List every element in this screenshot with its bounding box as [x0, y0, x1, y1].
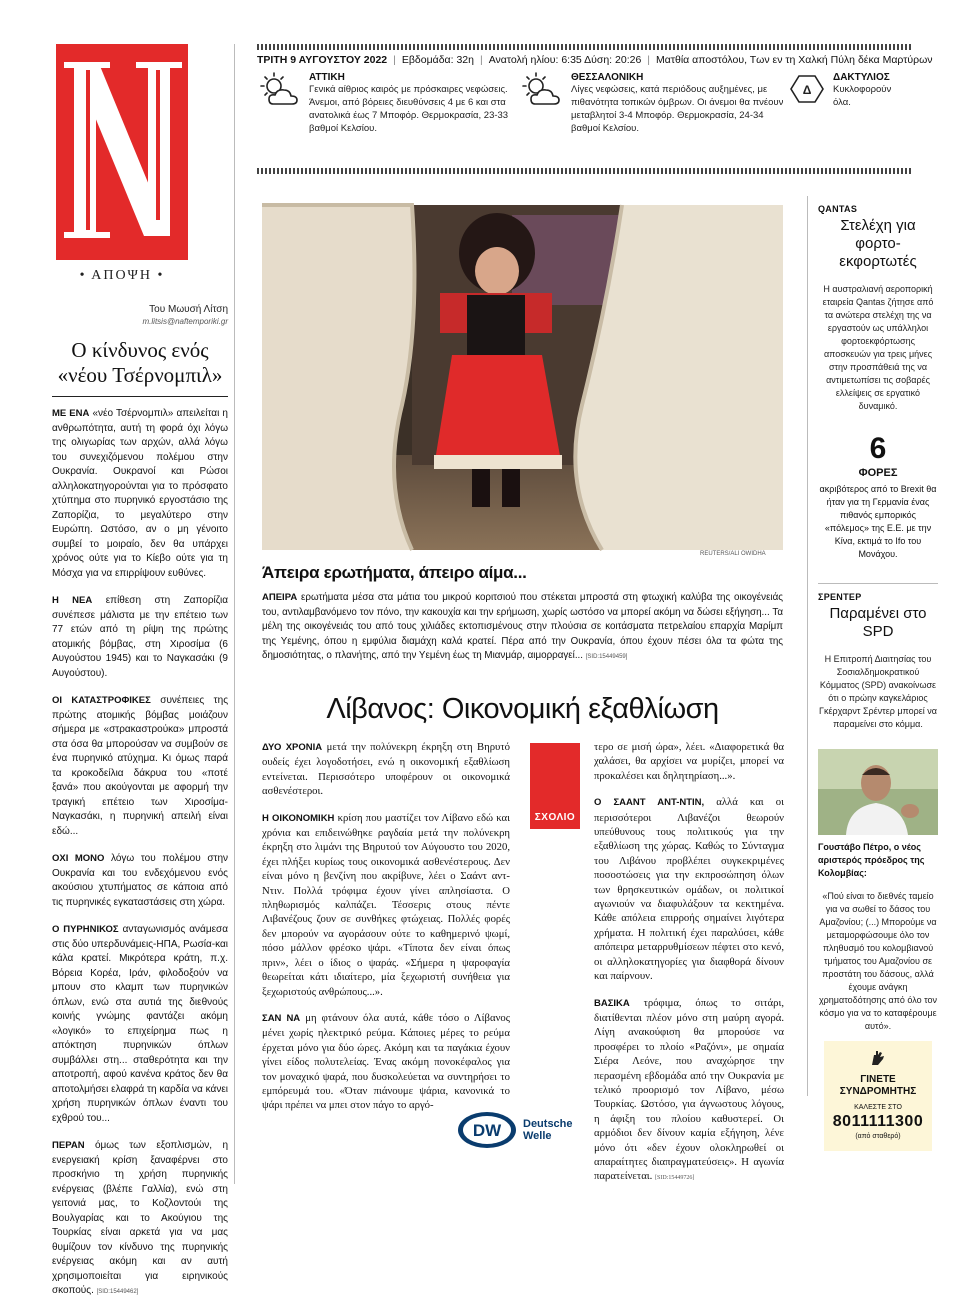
column-divider — [807, 196, 808, 1096]
paragraph: ΒΑΣΙΚΑ τρόφιμα, όπως το σιτάρι, διατίθενται πλέον μόνο στη μαύρη αγορά. Λίγη ανακούφιση θα μπορούσε να προσφέρει το πλοίο «Ραζόνι», με σημαία Σιέρα Λεόνε, που αναχώρησε την περασμένη εβδομάδα από την Ουκρανία με τελικό προορισμό τον Λίβανο, μέσω Τουρκίας. Ωστόσο, για άγνωστους λόγους, η άφιξη του πλοίου καθυστερεί. Οι αρμόδιοι δεν δίνουν καμία εξήγηση, λένε μόνο ότι «δεν έχουν ολοκληρωθεί οι απαραίτητες διαπραγματεύσεις». Η αγωνία παρατείνεται. [SID:15449726] — [594, 996, 784, 1183]
qantas-kicker: QANTAS — [818, 204, 858, 214]
stat-body: ακριβότερος από το Brexit θα ήταν για τη Γερμανία ένας πιθανός εμπορικός «πόλεμος» της Ε.Ε. με την Κίνα, εκτιμά το Ifo του Μονάχου. — [819, 484, 937, 559]
stat-number: 6 — [869, 432, 887, 465]
sid-tag: [SID:15449459] — [585, 654, 628, 660]
schroeder-body: Η Επιτροπή Διαιτησίας του Σοσιαλδημοκρατικού Κόμματος (SPD) ανακοίνωσε ότι ο πρώην καγκελάριος Γκέρχαρντ Σρέντερ μπορεί να παραμείνει στο κόμμα. — [819, 654, 937, 729]
subscribe-note: (από σταθερό) — [855, 1133, 901, 1140]
dw-logo-icon — [457, 1111, 517, 1149]
paragraph: ΟΙ ΚΑΤΑΣΤΡΟΦΙΚΕΣ συνέπειες της πρώτης ατομικής βόμβας μοιάζουν σήμερα με «στρακαστρούκα» μπροστά στα όσα θα μπορούσαν να συμβούν σε ένα πυρηνικό ατύχημα. Κι όμως παρά τα κροκοδείλια δάκρυα του «ποτέ ξανά» που ακούγονται με αφορμή την τραγική επέτειο των Χιροσίμα-Ναγκασάκι, η πυρηνική απειλή είναι εδώ... — [52, 695, 229, 837]
weather-text: Γενικά αίθριος καιρός με πρόσκαιρες νεφώσεις. Άνεμοι, από βόρειες διευθύνσεις 4 με 6 και στα ανατολικά έως 7 Μποφόρ. Θερμοκρασία, 23-33 βαθμοί Κελσίου. — [309, 84, 509, 134]
author-name: Του Μωυσή Λίτση — [149, 304, 228, 315]
schroeder-title: Παραμένει στο SPD — [829, 605, 927, 640]
svg-text:DW: DW — [472, 1121, 502, 1140]
column-divider — [234, 44, 235, 1184]
article-title: Λίβανος: Οικονομική εξαθλίωση — [326, 693, 719, 725]
photo-caption: ΑΠΕΙΡΑ ερωτήματα μέσα στα μάτια του μικρού κοριτσιού που στέκεται μπροστά στη φτωχική καλύβα της οικογένειάς του, αντιλαμβανόμενο τον πόνο, την κακουχία και την ερήμωση, χωρίς ωστόσο να μπορεί ακόμη να δώσει εξήγηση... Τα μέλη της οικογένειάς του από τους χιλιάδες εκτοπισμένους στην πλούσια σε κοιτάσματα πετρελαίου επαρχία Μαρίμπ της Υεμένης, όπου η εμφύλια διαμάχη καλά κρατεί. Πέρα από την Ουκρανία, όπου έχουν πέσει όλα τα φώτα της δημοσιότητας, ο πλανήτης, από την Υεμένη έως τη Μιανμάρ, αιμορραγεί... [SID:15449459] — [262, 592, 783, 661]
paragraph: Η ΟΙΚΟΝΟΜΙΚΗ κρίση που μαστίζει τον Λίβανο εδώ και χρόνια και επιδεινώθηκε ραγδαία μετά την πολύνεκρη έκρηξη στο λιμάνι της Βηρυτού τον Αύγουστο του 2020, έχει πλήξει κυρίως τους οικονομικά ασθενέστερους. Δεν είναι μόνο η βενζίνη που ακρίβυνε, λέει ο Σαάντ αντ-Ντιν. Πολλά τρόφιμα έχουν γίνει απλησίαστα. Ο πληθωρισμός καλπάζει. Τέσσερις στους πέντε Λιβανέζους ζουν σε συνθήκες φτώχειας. Πολλές φορές δεν μπορούν να αγοράσουν ούτε το καθημερινό ψωμί, πόσο μάλλον φρέσκο ψάρι. «Τίποτα δεν είναι όπως πριν», λέει ο ίδιος ο ψαράς. «Σήμερα η ψαροφαγία θεωρείται κάτι ιδιαίτερο, μία ξεχωριστή συνήθεια για ξεχωριστούς ανθρώπους...». — [262, 811, 510, 998]
dw-line1: Deutsche — [523, 1118, 573, 1130]
opinion-title: Ο κίνδυνος ενός «νέου Τσέρνομπιλ» — [57, 338, 223, 387]
hand-icon — [868, 1049, 888, 1067]
weather-region: ΔΑΚΤΥΛΙΟΣ — [833, 72, 890, 83]
partly-cloudy-icon — [519, 72, 563, 112]
name-days: Ματθία αποστόλου, Των εν τη Χαλκή Πύλη δέκα Μαρτύρων — [656, 54, 933, 66]
subscribe-title: ΓΙΝΕΤΕ ΣΥΝΔΡΟΜΗΤΗΣ — [839, 1074, 917, 1097]
child-in-tent-photo — [262, 205, 783, 550]
paragraph: ΠΕΡΑΝ όμως των εξοπλισμών, η ενεργειακή κρίση ξαναφέρνει στο προσκήνιο τη χρήση πυρηνικής ενέργειας (βλέπε Γαλλία), ενώ στη γειτονιά μας, το Κοζλοντούι της Βουλγαρίας και το Ακούγιου της Τουρκίας είναι αρκετά για να μας θυμίζουν τον κίνδυνο της πυρηνικής ενέργειας ακόμη και αν αυτή χρησιμοποιείται για ειρηνικούς σκοπούς. [SID:15449462] — [52, 1140, 228, 1296]
weather-thessaloniki — [519, 72, 789, 135]
partly-cloudy-icon — [257, 72, 301, 112]
weather-attica — [257, 72, 519, 135]
weather-panel — [257, 72, 912, 135]
main-photo — [262, 205, 783, 550]
dateline: ΤΡΙΤΗ 9 ΑΥΓΟΥΣΤΟΥ 2022 | Εβδομάδα: 32η | Ανατολή ηλίου: 6:35 Δύση: 20:26 | Ματθία αποστόλου, Των εν τη Χαλκή Πύλη δέκα Μαρτύρων — [257, 54, 933, 66]
article-column-1 — [262, 740, 510, 1125]
sid-tag: [SID:15449726] — [655, 1175, 695, 1182]
section-label: • ΑΠΟΨΗ • — [79, 268, 165, 283]
photo-credit: REUTERS/ALI OWIDHA — [700, 551, 766, 557]
opinion-column — [52, 44, 228, 1313]
petro-photo — [818, 749, 938, 835]
comment-badge: ΣΧΟΛΙΟ — [530, 743, 580, 829]
weather-region: ΘΕΣΣΑΛΟΝΙΚΗ — [571, 72, 644, 83]
schroeder-kicker: ΣΡΕΝΤΕΡ — [818, 592, 862, 602]
opinion-body — [52, 407, 228, 1300]
subscribe-phone: 8011111300 — [832, 1113, 924, 1130]
paragraph: ΟΧΙ ΜΟΝΟ λόγω του πολέμου στην Ουκρανία και του ενδεχόμενου ενός ακούσιου χτυπήματος σε κάποια από τις πυρηνικές εγκαταστάσεις στη χώρα. — [52, 853, 229, 908]
weather-text: Λίγες νεφώσεις, κατά περιόδους αυξημένες, με πιθανότητα τοπικών όμβρων. Οι άνεμοι θα πνέουν μεταβλητοί 3-4 Μποφόρ. Θερμοκρασία, 24-34 βαθμοί Κελσίου. — [571, 84, 784, 134]
gustavo-petro-photo — [818, 749, 938, 835]
petro-quote: «Πού είναι το διεθνές ταμείο για να σωθεί το δάσος του Αμαζονίου; (...) Μπορούμε να μεταμορφώσουμε όλο τον πληθυσμό του κολομβιανού τμήματος του Αμαζονίου σε προστάτη του δάσους, αλλά έχουμε ανάγκη χρηματοδότησης από όλο τον κόσμο για να το καταφέρουμε αυτό». — [818, 891, 938, 1031]
paragraph: ΜΕ ΕΝΑ «νέο Τσέρνομπιλ» απειλείται η ανθρωπότητα, αυτή τη φορά όχι λόγω της ολιγωρίας των αρχών, αλλά λόγω του συνεχιζόμενου πολέμου στην Ουκρανία. Ουκρανοί και Ρώσοι αλληλοκατηγορούνται για το πρόσφατο χτύπημα στο πυρηνικό εργοστάσιο της Ζαπορίζια, το μεγαλύτερο στην Ευρώπη. Ωστόσο, αν ο μη γένοιτο συμβεί το μοιραίο, δεν θα υπάρχει χρόνος ούτε για το Κίεβο ούτε για τη Μόσχα για να επιρρίψουν ευθύνες. — [52, 408, 228, 579]
sun-times: Ανατολή ηλίου: 6:35 Δύση: 20:26 — [488, 54, 642, 66]
traffic-ring-icon — [789, 72, 825, 106]
petro-caption: Γουστάβο Πέτρο, ο νέος αριστερός πρόεδρος της Κολομβίας: — [818, 842, 925, 878]
qantas-title: Στελέχη για φορτο-εκφορτωτές — [839, 217, 917, 270]
paragraph: Ο ΠΥΡΗΝΙΚΟΣ ανταγωνισμός ανάμεσα στις δύο υπερδυνάμεις-ΗΠΑ, Ρωσία-και κάλα κρατεί. Μικρότερα κράτη, π.χ. Βόρεια Κορέα, Ιράν, φιλοδοξούν να μπουν στο κλαμπ των πυρηνικών όπλων, ενώ στα αυτιά της διεθνούς κοινής γνώμης φαντάζει ακόμη «λογικό» το επιχείρημα πως η απόκτηση πυρηνικών όπλων συμβάλλει στη... σταθερότητα και την αποτροπή, αφού κανένα κράτος δεν θα αποτολμήσει ελαφρά τη καρδία να κάνει χρήση πυρηνικών όπλων έναντι του εχθρού του... — [52, 924, 228, 1124]
dw-logo — [457, 1111, 573, 1149]
author-email: m.litsis@naftemporiki.gr — [142, 317, 228, 326]
weather-region: ΑΤΤΙΚΗ — [309, 72, 345, 83]
date: ΤΡΙΤΗ 9 ΑΥΓΟΥΣΤΟΥ 2022 — [257, 54, 388, 66]
divider — [818, 583, 938, 584]
paragraph: ΔΥΟ ΧΡΟΝΙΑ μετά την πολύνεκρη έκρηξη στη Βηρυτό ουδείς έχει λογοδοτήσει, ενώ η οικονομική εξαθλίωση εντείνεται. Περισσότερο υποφέρουν οι οικονομικά ασθενέστεροι. — [262, 741, 510, 798]
n-logo-icon — [56, 44, 188, 260]
weather-text: Κυκλοφορούν όλα. — [833, 84, 892, 108]
photo-title: Άπειρα ερωτήματα, άπειρο αίμα... — [262, 563, 527, 582]
svg-text:Δ: Δ — [802, 83, 812, 97]
subscribe-call: ΚΑΛΕΣΤΕ ΣΤΟ — [854, 1104, 902, 1111]
dotted-rule — [257, 168, 912, 174]
paragraph: Ο ΣΑΑΝΤ ΑΝΤ-ΝΤΙΝ, αλλά και οι περισσότεροι Λιβανέζοι θεωρούν υπεύθυνους τους πολιτικούς για την εξαθλίωση της χώρας. Καθώς το Σύνταγμα του Λιβάνου προβλέπει συγκεκριμένες ποσοστώσεις για την εκπροσώπηση όλων των θρησκευτικών ομάδων, οι πολιτικοί αγωνιούν να διαφυλάξουν τα κεκτημένα. Κάθε απόλεια επιρροής σημαίνει λιγότερα χρήματα. Η πολιτική έχει παραλύσει, κάθε απόπειρα μεταρρυθμίσεων πέφτει στο κενό, οι αλληλοκατηγορίες για διαφθορά δίνουν και παίρνουν. — [594, 796, 784, 983]
divider — [52, 396, 228, 397]
paragraph: ΣΑΝ ΝΑ μη φτάνουν όλα αυτά, κάθε τόσο ο Λίβανος μένει χωρίς ηλεκτρικό ρεύμα. Κάποιες μέρες το ρεύμα έρχεται μόνο για δύο ώρες. Ακόμη και τα παγάκια έχουν γίνει είδος πολυτελείας. Ένας ακόμη πονοκέφαλος για τον μοναχικό ψαρά, που δυσκολεύεται να συντηρήσει το εμπόρευμά του. «Όταν πιάνουμε ψάρια, κανονικά το ψάρι πρέπει να μπει στον πάγο το αργό- — [262, 1011, 510, 1112]
sid-tag: [SID:15449462] — [96, 1289, 139, 1295]
week-number: Εβδομάδα: 32η — [401, 54, 474, 66]
newspaper-logo — [56, 44, 188, 260]
dw-line2: Welle — [523, 1130, 552, 1142]
stat-label: ΦΟΡΕΣ — [858, 467, 898, 479]
subscribe-box — [824, 1041, 932, 1151]
sidebar — [818, 204, 938, 1151]
qantas-body: Η αυστραλιανή αεροπορική εταιρεία Qantas ζήτησε από τα ανώτερα στελέχη της να εργαστούν ως υπάλληλοι φορτοεκφόρτωσης αποσκευών για τρεις μήνες στην προσπάθειά της να αντιμετωπίσει τις σοβαρές ελλείψεις σε εργατικό δυναμικό. — [822, 284, 934, 411]
article-column-2 — [594, 740, 784, 1198]
paragraph: Η ΝΕΑ επίθεση στη Ζαπορίζια συνέπεσε μάλιστα με την επέτειο των 77 ετών από τη ρίψη της πρώτης ατομικής βόμβας, στη Χιροσίμα (6 Αυγούστου 1945) και το Ναγκασάκι (9 Αυγούστου). — [52, 595, 229, 679]
date-weather-bar — [257, 44, 933, 135]
paragraph: τερο σε μισή ώρα», λέει. «Διαφορετικά θα χαλάσει, θα αρχίσει να μυρίζει, μπορεί να προκαλέσει και δηλητηρίαση...». — [594, 741, 784, 782]
traffic-ring — [789, 72, 909, 135]
